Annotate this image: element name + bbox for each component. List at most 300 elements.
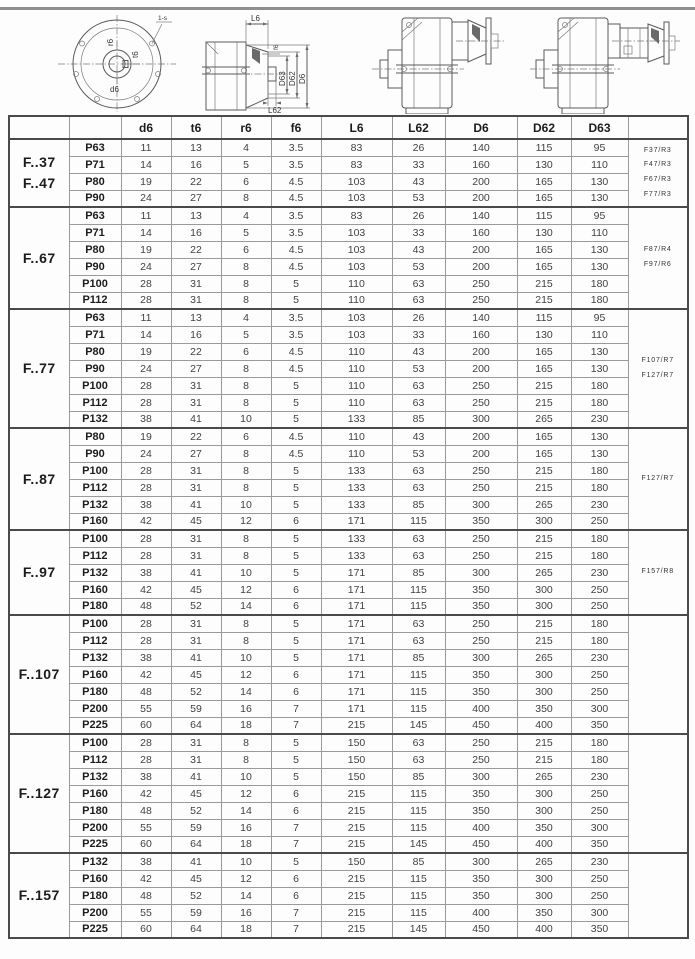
value-cell: 165 — [517, 428, 571, 445]
value-cell: 85 — [392, 649, 445, 666]
value-cell: 180 — [571, 292, 628, 309]
value-cell: 200 — [445, 173, 517, 190]
value-cell: 130 — [571, 360, 628, 377]
value-cell: 5 — [271, 615, 321, 632]
value-cell: 4.5 — [271, 190, 321, 207]
value-cell: 42 — [121, 666, 171, 683]
value-cell: 180 — [571, 751, 628, 768]
value-cell: 8 — [221, 751, 271, 768]
value-cell: 5 — [271, 649, 321, 666]
value-cell: 43 — [392, 173, 445, 190]
value-cell: 31 — [171, 479, 221, 496]
value-cell: 110 — [321, 360, 392, 377]
value-cell: 145 — [392, 836, 445, 853]
value-cell: 8 — [221, 258, 271, 275]
value-cell: 230 — [571, 564, 628, 581]
combination-note: F127/R7 — [628, 428, 688, 530]
value-cell: 180 — [571, 530, 628, 547]
value-cell: 10 — [221, 411, 271, 428]
value-cell: 31 — [171, 394, 221, 411]
value-cell: 14 — [121, 224, 171, 241]
value-cell: 215 — [517, 751, 571, 768]
value-cell: 8 — [221, 547, 271, 564]
value-cell: 160 — [445, 156, 517, 173]
dim-d63-label: D63 — [278, 71, 287, 86]
size-label: P90 — [69, 360, 121, 377]
value-cell: 10 — [221, 564, 271, 581]
table-row — [9, 156, 688, 173]
value-cell: 53 — [392, 258, 445, 275]
value-cell: 150 — [321, 734, 392, 751]
value-cell: 3.5 — [271, 309, 321, 326]
value-cell: 31 — [171, 734, 221, 751]
value-cell: 12 — [221, 870, 271, 887]
column-header-f6: f6 — [271, 116, 321, 139]
dimension-table — [8, 115, 689, 939]
value-cell: 110 — [571, 326, 628, 343]
value-cell: 95 — [571, 139, 628, 156]
table-row — [9, 649, 688, 666]
value-cell: 27 — [171, 360, 221, 377]
value-cell: 27 — [171, 258, 221, 275]
value-cell: 48 — [121, 598, 171, 615]
value-cell: 250 — [445, 479, 517, 496]
value-cell: 5 — [271, 479, 321, 496]
value-cell: 200 — [445, 258, 517, 275]
value-cell: 6 — [221, 241, 271, 258]
value-cell: 130 — [517, 156, 571, 173]
value-cell: 22 — [171, 428, 221, 445]
value-cell: 200 — [445, 428, 517, 445]
table-row — [9, 241, 688, 258]
value-cell: 10 — [221, 853, 271, 870]
group-label: F..127 — [9, 734, 69, 853]
gear-unit-side-view-drawing — [360, 12, 510, 114]
table-row — [9, 394, 688, 411]
table-row — [9, 479, 688, 496]
value-cell: 200 — [445, 445, 517, 462]
size-label: P100 — [69, 275, 121, 292]
value-cell: 250 — [571, 870, 628, 887]
value-cell: 28 — [121, 275, 171, 292]
value-cell: 350 — [571, 717, 628, 734]
value-cell: 22 — [171, 241, 221, 258]
value-cell: 400 — [517, 717, 571, 734]
value-cell: 19 — [121, 428, 171, 445]
value-cell: 18 — [221, 717, 271, 734]
value-cell: 400 — [517, 921, 571, 938]
value-cell: 5 — [271, 564, 321, 581]
value-cell: 24 — [121, 445, 171, 462]
value-cell: 300 — [517, 513, 571, 530]
value-cell: 215 — [517, 479, 571, 496]
value-cell: 19 — [121, 241, 171, 258]
value-cell: 110 — [571, 156, 628, 173]
value-cell: 33 — [392, 156, 445, 173]
value-cell: 8 — [221, 632, 271, 649]
value-cell: 64 — [171, 836, 221, 853]
group-label: F..157 — [9, 853, 69, 938]
size-label: P80 — [69, 241, 121, 258]
value-cell: 215 — [517, 462, 571, 479]
value-cell: 5 — [271, 853, 321, 870]
value-cell: 265 — [517, 768, 571, 785]
value-cell: 171 — [321, 581, 392, 598]
value-cell: 5 — [271, 751, 321, 768]
value-cell: 103 — [321, 309, 392, 326]
value-cell: 180 — [571, 394, 628, 411]
value-cell: 110 — [321, 377, 392, 394]
value-cell: 13 — [171, 207, 221, 224]
value-cell: 5 — [271, 411, 321, 428]
value-cell: 12 — [221, 785, 271, 802]
value-cell: 265 — [517, 649, 571, 666]
value-cell: 265 — [517, 853, 571, 870]
value-cell: 150 — [321, 853, 392, 870]
value-cell: 12 — [221, 666, 271, 683]
value-cell: 350 — [517, 904, 571, 921]
value-cell: 85 — [392, 768, 445, 785]
table-row — [9, 326, 688, 343]
value-cell: 215 — [517, 275, 571, 292]
value-cell: 171 — [321, 598, 392, 615]
table-row — [9, 445, 688, 462]
gear-unit-adapter-side-view-drawing — [522, 12, 682, 114]
value-cell: 8 — [221, 479, 271, 496]
value-cell: 300 — [517, 683, 571, 700]
flange-bolt-callout: 1-s — [158, 15, 168, 22]
value-cell: 19 — [121, 343, 171, 360]
size-label: P132 — [69, 411, 121, 428]
value-cell: 45 — [171, 785, 221, 802]
value-cell: 7 — [271, 819, 321, 836]
table-row — [9, 343, 688, 360]
value-cell: 63 — [392, 547, 445, 564]
table-row — [9, 428, 688, 445]
value-cell: 8 — [221, 394, 271, 411]
value-cell: 300 — [517, 581, 571, 598]
value-cell: 53 — [392, 360, 445, 377]
table-row — [9, 853, 688, 870]
value-cell: 250 — [571, 581, 628, 598]
value-cell: 6 — [271, 581, 321, 598]
value-cell: 95 — [571, 309, 628, 326]
column-header-empty — [9, 116, 69, 139]
value-cell: 180 — [571, 632, 628, 649]
value-cell: 140 — [445, 309, 517, 326]
value-cell: 8 — [221, 445, 271, 462]
value-cell: 215 — [517, 632, 571, 649]
column-header-empty — [69, 116, 121, 139]
size-label: P112 — [69, 751, 121, 768]
value-cell: 41 — [171, 496, 221, 513]
dim-f6-label: f6 — [273, 44, 280, 50]
table-row — [9, 139, 688, 156]
value-cell: 180 — [571, 547, 628, 564]
value-cell: 6 — [271, 887, 321, 904]
size-label: P160 — [69, 513, 121, 530]
dimension-side-view-drawing — [196, 12, 318, 114]
value-cell: 165 — [517, 445, 571, 462]
value-cell: 24 — [121, 360, 171, 377]
value-cell: 85 — [392, 411, 445, 428]
value-cell: 130 — [571, 343, 628, 360]
table-row — [9, 615, 688, 632]
value-cell: 14 — [121, 156, 171, 173]
table-row — [9, 717, 688, 734]
value-cell: 133 — [321, 547, 392, 564]
value-cell: 45 — [171, 870, 221, 887]
flange-keyway-label: t6 — [131, 51, 140, 58]
value-cell: 31 — [171, 615, 221, 632]
value-cell: 300 — [517, 870, 571, 887]
value-cell: 10 — [221, 649, 271, 666]
table-row — [9, 207, 688, 224]
combination-note: F87/R4 F97/R6 — [628, 207, 688, 309]
size-label: P71 — [69, 224, 121, 241]
value-cell: 18 — [221, 921, 271, 938]
table-row — [9, 173, 688, 190]
value-cell: 115 — [392, 683, 445, 700]
size-label: P180 — [69, 887, 121, 904]
value-cell: 28 — [121, 530, 171, 547]
value-cell: 130 — [571, 258, 628, 275]
value-cell: 41 — [171, 768, 221, 785]
value-cell: 48 — [121, 887, 171, 904]
value-cell: 215 — [517, 547, 571, 564]
size-label: P160 — [69, 581, 121, 598]
value-cell: 133 — [321, 530, 392, 547]
value-cell: 180 — [571, 479, 628, 496]
value-cell: 38 — [121, 496, 171, 513]
column-header-empty — [628, 116, 688, 139]
value-cell: 8 — [221, 530, 271, 547]
value-cell: 150 — [321, 768, 392, 785]
combination-note: F107/R7 F127/R7 — [628, 309, 688, 428]
value-cell: 300 — [445, 496, 517, 513]
size-label: P200 — [69, 700, 121, 717]
value-cell: 11 — [121, 309, 171, 326]
value-cell: 14 — [221, 683, 271, 700]
value-cell: 171 — [321, 683, 392, 700]
value-cell: 110 — [321, 445, 392, 462]
value-cell: 31 — [171, 632, 221, 649]
value-cell: 165 — [517, 343, 571, 360]
value-cell: 45 — [171, 513, 221, 530]
table-row — [9, 275, 688, 292]
value-cell: 300 — [517, 887, 571, 904]
flange-end-view-drawing — [52, 12, 190, 114]
value-cell: 115 — [517, 207, 571, 224]
size-label: P63 — [69, 139, 121, 156]
value-cell: 63 — [392, 377, 445, 394]
value-cell: 115 — [392, 819, 445, 836]
size-label: P71 — [69, 156, 121, 173]
dim-d6-label: D6 — [298, 73, 307, 84]
value-cell: 7 — [271, 717, 321, 734]
table-row — [9, 496, 688, 513]
combination-note — [628, 734, 688, 853]
value-cell: 133 — [321, 462, 392, 479]
value-cell: 55 — [121, 904, 171, 921]
size-label: P180 — [69, 802, 121, 819]
value-cell: 300 — [445, 853, 517, 870]
value-cell: 180 — [571, 275, 628, 292]
value-cell: 171 — [321, 700, 392, 717]
combination-note — [628, 853, 688, 938]
value-cell: 16 — [221, 700, 271, 717]
value-cell: 130 — [571, 190, 628, 207]
value-cell: 28 — [121, 462, 171, 479]
value-cell: 16 — [221, 819, 271, 836]
value-cell: 27 — [171, 445, 221, 462]
value-cell: 180 — [571, 734, 628, 751]
value-cell: 300 — [445, 649, 517, 666]
value-cell: 16 — [221, 904, 271, 921]
value-cell: 3.5 — [271, 326, 321, 343]
value-cell: 115 — [392, 700, 445, 717]
value-cell: 63 — [392, 615, 445, 632]
value-cell: 4.5 — [271, 241, 321, 258]
value-cell: 165 — [517, 241, 571, 258]
value-cell: 130 — [571, 173, 628, 190]
value-cell: 28 — [121, 377, 171, 394]
table-row — [9, 292, 688, 309]
value-cell: 27 — [171, 190, 221, 207]
size-label: P200 — [69, 904, 121, 921]
value-cell: 130 — [517, 326, 571, 343]
value-cell: 41 — [171, 853, 221, 870]
value-cell: 130 — [571, 445, 628, 462]
value-cell: 115 — [517, 139, 571, 156]
value-cell: 230 — [571, 411, 628, 428]
size-label: P112 — [69, 292, 121, 309]
combination-note: F37/R3 F47/R3 F67/R3 F77/R3 — [628, 139, 688, 207]
value-cell: 31 — [171, 275, 221, 292]
value-cell: 250 — [445, 734, 517, 751]
value-cell: 215 — [517, 615, 571, 632]
value-cell: 24 — [121, 258, 171, 275]
value-cell: 5 — [271, 632, 321, 649]
value-cell: 28 — [121, 632, 171, 649]
value-cell: 300 — [571, 819, 628, 836]
value-cell: 400 — [445, 819, 517, 836]
table-row — [9, 632, 688, 649]
value-cell: 171 — [321, 649, 392, 666]
dim-l62-label: L62 — [268, 106, 282, 114]
value-cell: 250 — [571, 785, 628, 802]
value-cell: 18 — [221, 836, 271, 853]
value-cell: 115 — [392, 598, 445, 615]
value-cell: 5 — [271, 292, 321, 309]
value-cell: 4.5 — [271, 173, 321, 190]
table-row — [9, 309, 688, 326]
value-cell: 38 — [121, 768, 171, 785]
value-cell: 450 — [445, 717, 517, 734]
value-cell: 26 — [392, 309, 445, 326]
column-header-D62: D62 — [517, 116, 571, 139]
size-label: P132 — [69, 564, 121, 581]
value-cell: 5 — [221, 156, 271, 173]
value-cell: 200 — [445, 343, 517, 360]
value-cell: 350 — [445, 683, 517, 700]
value-cell: 180 — [571, 377, 628, 394]
value-cell: 350 — [517, 700, 571, 717]
value-cell: 14 — [121, 326, 171, 343]
value-cell: 16 — [171, 326, 221, 343]
value-cell: 4 — [221, 139, 271, 156]
size-label: P132 — [69, 496, 121, 513]
size-label: P112 — [69, 394, 121, 411]
value-cell: 28 — [121, 547, 171, 564]
value-cell: 5 — [271, 530, 321, 547]
value-cell: 171 — [321, 513, 392, 530]
value-cell: 160 — [445, 326, 517, 343]
size-label: P100 — [69, 377, 121, 394]
value-cell: 42 — [121, 513, 171, 530]
value-cell: 115 — [392, 802, 445, 819]
value-cell: 6 — [271, 598, 321, 615]
table-row — [9, 751, 688, 768]
value-cell: 6 — [271, 666, 321, 683]
value-cell: 7 — [271, 836, 321, 853]
table-row — [9, 462, 688, 479]
value-cell: 145 — [392, 717, 445, 734]
value-cell: 14 — [221, 802, 271, 819]
value-cell: 28 — [121, 615, 171, 632]
value-cell: 250 — [571, 513, 628, 530]
value-cell: 8 — [221, 377, 271, 394]
table-row — [9, 870, 688, 887]
value-cell: 250 — [445, 615, 517, 632]
value-cell: 16 — [171, 156, 221, 173]
value-cell: 115 — [392, 904, 445, 921]
value-cell: 19 — [121, 173, 171, 190]
value-cell: 265 — [517, 564, 571, 581]
column-header-t6: t6 — [171, 116, 221, 139]
value-cell: 250 — [571, 683, 628, 700]
value-cell: 300 — [445, 564, 517, 581]
value-cell: 14 — [221, 887, 271, 904]
value-cell: 60 — [121, 717, 171, 734]
value-cell: 200 — [445, 360, 517, 377]
group-label: F..97 — [9, 530, 69, 615]
value-cell: 41 — [171, 564, 221, 581]
table-row — [9, 564, 688, 581]
value-cell: 5 — [271, 462, 321, 479]
value-cell: 300 — [445, 768, 517, 785]
value-cell: 12 — [221, 581, 271, 598]
value-cell: 6 — [221, 173, 271, 190]
table-row — [9, 887, 688, 904]
value-cell: 38 — [121, 853, 171, 870]
value-cell: 31 — [171, 751, 221, 768]
size-label: P132 — [69, 649, 121, 666]
value-cell: 350 — [445, 785, 517, 802]
value-cell: 171 — [321, 564, 392, 581]
value-cell: 115 — [392, 666, 445, 683]
value-cell: 8 — [221, 292, 271, 309]
value-cell: 42 — [121, 870, 171, 887]
value-cell: 133 — [321, 479, 392, 496]
value-cell: 171 — [321, 632, 392, 649]
value-cell: 115 — [392, 513, 445, 530]
value-cell: 63 — [392, 479, 445, 496]
table-row — [9, 513, 688, 530]
value-cell: 130 — [571, 241, 628, 258]
value-cell: 450 — [445, 921, 517, 938]
value-cell: 215 — [321, 802, 392, 819]
